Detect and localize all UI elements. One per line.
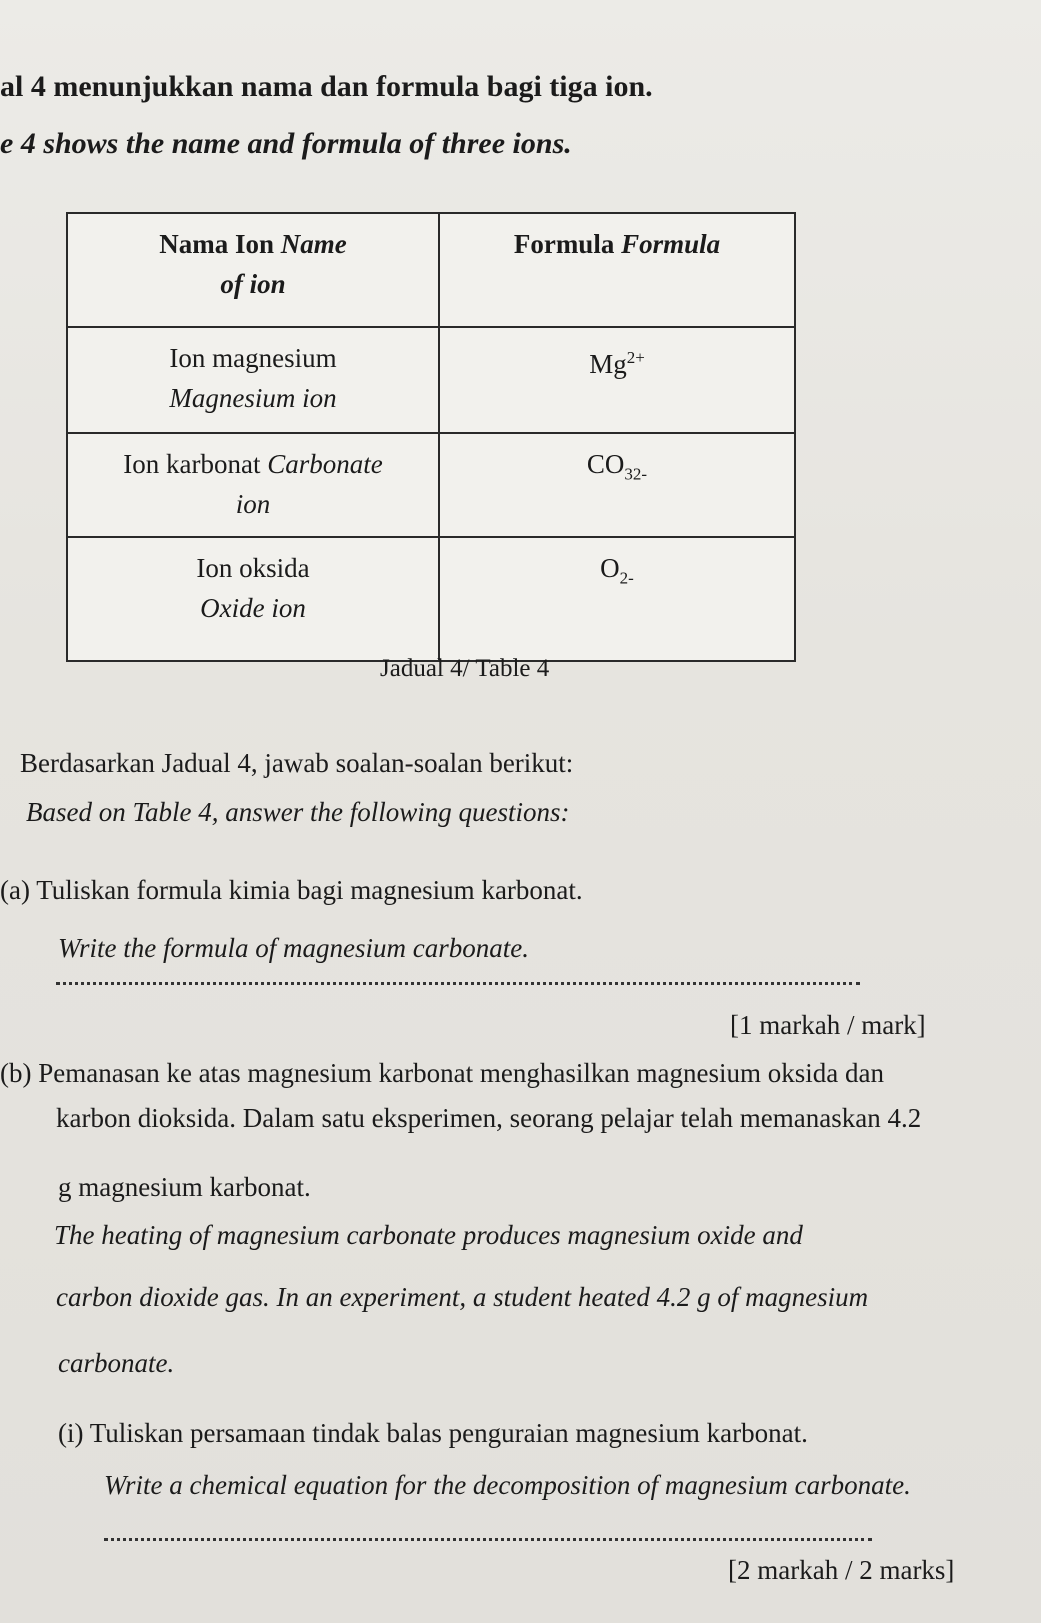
instruction-en: e 4 shows the name and formula of three ions. bbox=[0, 127, 572, 160]
ion-name-ms: Ion oksida bbox=[196, 553, 310, 583]
ion-formula: $Mg^{2+}$ bbox=[589, 348, 645, 379]
header-name-ms: Nama Ion bbox=[159, 229, 275, 259]
table-row bbox=[67, 327, 795, 433]
ion-formula: $CO_{32-}$ bbox=[586, 449, 648, 484]
header-name-en: Name bbox=[280, 229, 347, 259]
ion-name-en-2: ion bbox=[235, 489, 271, 519]
ion-name-cell bbox=[67, 433, 439, 537]
ion-formula: $O_{2-}$ bbox=[600, 553, 634, 588]
header-name-en-2: of ion bbox=[220, 269, 286, 299]
header-formula-en: Formula bbox=[621, 229, 721, 259]
question-b-en-line3: carbonate. bbox=[58, 1348, 175, 1378]
ion-name-en: Oxide ion bbox=[200, 593, 306, 623]
intro-en: Based on Table 4, answer the following questions: bbox=[26, 797, 570, 827]
question-a-ms: (a) Tuliskan formula kimia bagi magnesium karbonat. bbox=[0, 875, 583, 905]
ion-formula-cell bbox=[439, 537, 795, 661]
intro-ms: Berdasarkan Jadual 4, jawab soalan-soalan berikut: bbox=[20, 748, 574, 778]
ion-name-ms: Ion karbonat bbox=[123, 449, 261, 479]
ion-name-cell bbox=[67, 327, 439, 433]
ion-name-ms: Ion magnesium bbox=[169, 343, 337, 373]
ion-formula-cell bbox=[439, 327, 795, 433]
question-b-ms-line3: g magnesium karbonat. bbox=[58, 1172, 311, 1202]
ion-formula-cell bbox=[439, 433, 795, 537]
answer-line-b-i[interactable] bbox=[104, 1538, 872, 1541]
question-a-marks: [1 markah / mark] bbox=[730, 1010, 926, 1040]
ion-table bbox=[66, 212, 796, 662]
answer-line-a[interactable] bbox=[56, 982, 860, 985]
question-a-en: Write the formula of magnesium carbonate. bbox=[58, 933, 529, 963]
question-b-i-en: Write a chemical equation for the decomposition of magnesium carbonate. bbox=[104, 1470, 911, 1500]
table-row bbox=[67, 537, 795, 661]
header-formula-ms: Formula bbox=[513, 229, 615, 259]
question-b-en-line1: The heating of magnesium carbonate produces magnesium oxide and bbox=[54, 1220, 803, 1250]
header-formula-cell bbox=[439, 213, 795, 327]
table-caption: Jadual 4/ Table 4 bbox=[380, 655, 550, 682]
table-header-row bbox=[67, 213, 795, 327]
ion-name-en: Carbonate bbox=[267, 449, 383, 479]
question-b-ms-line2: karbon dioksida. Dalam satu eksperimen, seorang pelajar telah memanaskan 4.2 bbox=[56, 1103, 922, 1133]
header-name-cell bbox=[67, 213, 439, 327]
instruction-ms: al 4 menunjukkan nama dan formula bagi tiga ion. bbox=[0, 70, 653, 103]
ion-name-cell bbox=[67, 537, 439, 661]
question-b-ms-line1: (b) Pemanasan ke atas magnesium karbonat menghasilkan magnesium oksida dan bbox=[0, 1058, 885, 1088]
question-b-i-marks: [2 markah / 2 marks] bbox=[728, 1555, 955, 1585]
question-b-i-ms: (i) Tuliskan persamaan tindak balas penguraian magnesium karbonat. bbox=[58, 1418, 808, 1448]
ion-name-en: Magnesium ion bbox=[169, 383, 337, 413]
table-row bbox=[67, 433, 795, 537]
question-b-en-line2: carbon dioxide gas. In an experiment, a student heated 4.2 g of magnesium bbox=[56, 1282, 869, 1312]
